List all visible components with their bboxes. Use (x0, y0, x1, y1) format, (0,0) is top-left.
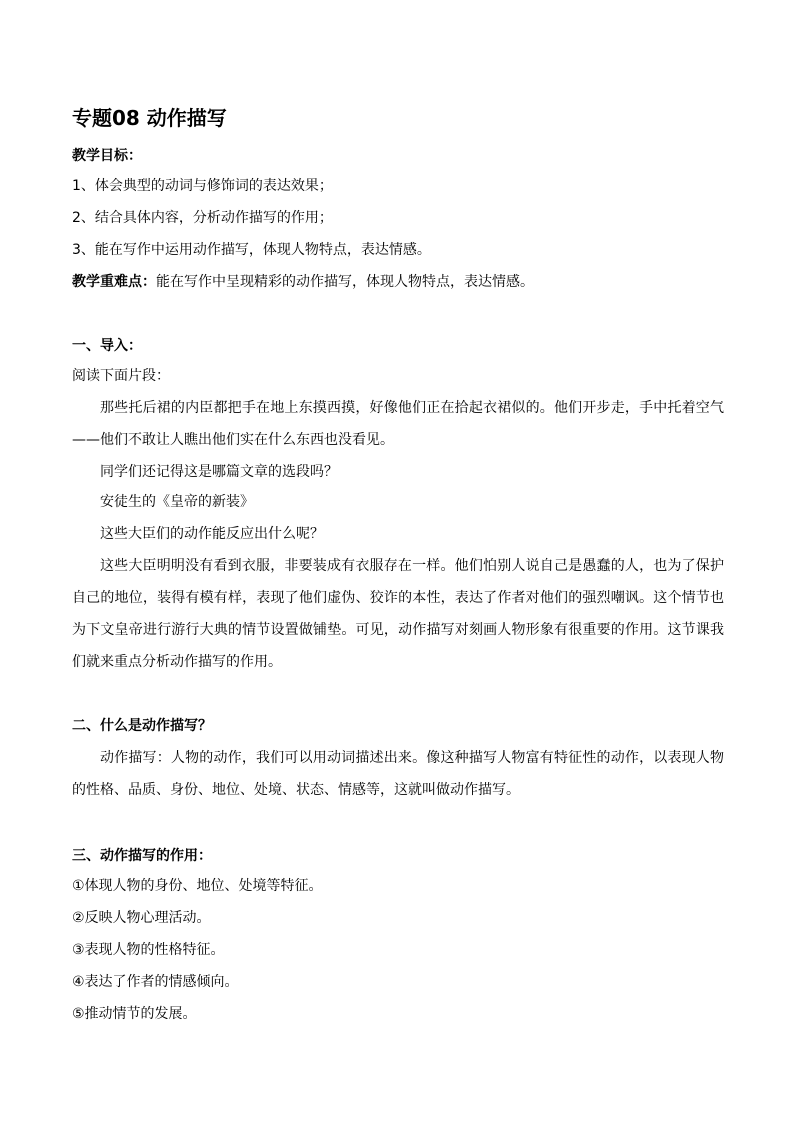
function-item-4: ④表达了作者的情感倾向。 (72, 974, 239, 990)
section2-text: 动作描写：人物的动作，我们可以用动词描述出来。像这种描写人物富有特征性的动作，以表现人物的性格、品质、身份、地位、处境、状态、情感等，这就叫做动作描写。 (72, 750, 724, 798)
section1-answer2: 这些大臣明明没有看到衣服，非要装成有衣服存在一样。他们怕别人说自己是愚蠢的人，也为了保护自己的地位，装得有模有样，表现了他们虚伪、狡诈的本性，表达了作者对他们的强烈嘲讽。这个情节也为下文皇帝进行游行大典的情节设置做铺垫。可见，动作描写对刻画人物形象有很重要的作用。这节课我们就来重点分析动作描写的作用。 (72, 558, 724, 670)
section1-heading: 一、导入： (72, 338, 142, 354)
objectives-heading: 教学目标： (72, 148, 142, 164)
section1-question2: 这些大臣们的动作能反应出什么呢？ (100, 526, 324, 542)
key-points-text: 能在写作中呈现精彩的动作描写，体现人物特点，表达情感。 (156, 274, 534, 290)
section3-heading: 三、动作描写的作用： (72, 848, 212, 864)
objective-item-1: 1、体会典型的动词与修饰词的表达效果； (72, 178, 333, 194)
function-item-2: ②反映人物心理活动。 (72, 910, 211, 926)
key-points (72, 272, 534, 292)
objective-item-2: 2、结合具体内容，分析动作描写的作用； (72, 210, 333, 226)
function-item-1: ①体现人物的身份、地位、处境等特征。 (72, 878, 323, 894)
section1-question1: 同学们还记得这是哪篇文章的选段吗？ (100, 464, 338, 480)
objective-item-3: 3、能在写作中运用动作描写，体现人物特点，表达情感。 (72, 242, 431, 258)
function-item-3: ③表现人物的性格特征。 (72, 942, 225, 958)
page-title: 专题08 动作描写 (72, 106, 227, 130)
section2-heading: 二、什么是动作描写？ (72, 718, 212, 734)
section1-intro: 阅读下面片段： (72, 368, 170, 384)
function-item-5: ⑤推动情节的发展。 (72, 1006, 197, 1022)
section1-answer1: 安徒生的《皇帝的新装》 (100, 494, 254, 510)
section1-excerpt: 那些托后裙的内臣都把手在地上东摸西摸，好像他们正在拾起衣裙似的。他们开步走，手中托着空气——他们不敢让人瞧出他们实在什么东西也没看见。 (72, 400, 724, 448)
key-points-label: 教学重难点： (72, 274, 156, 290)
